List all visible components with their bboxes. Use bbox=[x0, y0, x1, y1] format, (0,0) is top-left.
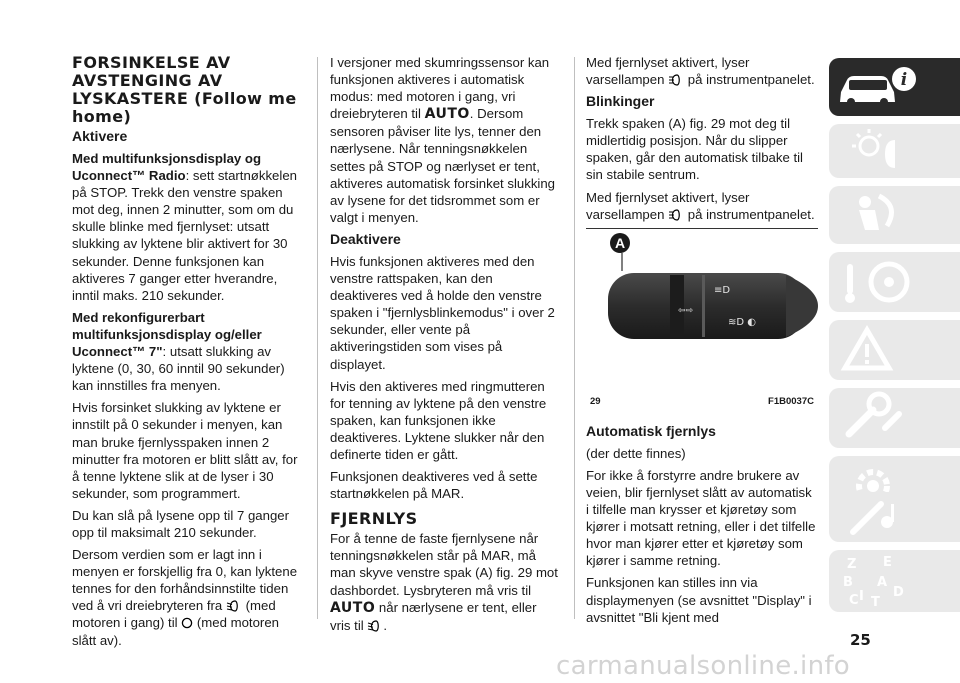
paragraph-blinkinger: Trekk spaken (A) fig. 29 mot deg til midlertidig posisjon. Når du slipper spaken, går den automatisk tilbake til sin stabile sentrum. bbox=[586, 116, 803, 183]
warning-lights-icon bbox=[829, 124, 960, 178]
maintenance-icon bbox=[829, 388, 960, 448]
index-letter: C bbox=[849, 593, 859, 608]
emergency-triangle-icon bbox=[829, 320, 960, 380]
column-3 bbox=[586, 54, 818, 631]
p1-text-b: . Dersom sensoren påviser lite lys, tenner den nærlysene. Når tenningsnøkkelen settes på STOP og nærlyset er tent, aktiveres automatisk forsinket slukking av lysene for det tidsrommet som er valgt i menyen. bbox=[330, 106, 556, 225]
column-1 bbox=[72, 54, 304, 654]
car-info-icon bbox=[829, 58, 960, 116]
paragraph-deactivate-2: Hvis den aktiveres med ringmutteren for tenning av lyktene på den venstre spaken, kan funksjonen ikke deaktiveres. Lyktene slukker når den definerte tiden er gått. bbox=[330, 378, 547, 462]
tab-safety[interactable] bbox=[829, 186, 960, 244]
p1-text-a: Med fjernlyset aktivert, lyser varsellampen bbox=[586, 55, 750, 88]
section-heading-follow-me-home: FORSINKELSE AV AVSTENGING AV LYSKASTERE (Follow me home) bbox=[72, 53, 297, 126]
index-letter: B bbox=[843, 575, 853, 590]
index-letter: D bbox=[893, 585, 904, 600]
column-divider-2 bbox=[574, 57, 575, 619]
off-position-icon bbox=[181, 617, 193, 629]
paragraph-fjernlys bbox=[330, 530, 560, 634]
subheading-note: (der dette finnes) bbox=[586, 445, 686, 461]
subheading-automatisk-fjernlys: Automatisk fjernlys bbox=[586, 422, 716, 439]
low-beam-icon bbox=[226, 600, 242, 612]
auto-label-2: AUTO bbox=[330, 599, 376, 616]
figure-code: F1B0037C bbox=[768, 395, 814, 407]
index-letter: A bbox=[877, 575, 888, 590]
low-beam-icon bbox=[367, 620, 383, 632]
p1-text-b: på instrumentpanelet. bbox=[687, 72, 815, 88]
tab-warning-lights[interactable] bbox=[829, 124, 960, 178]
paragraph-high-beam-indicator-2 bbox=[586, 189, 818, 223]
paragraph-1: Hvis forsinket slukking av lyktene er innstilt på 0 sekunder i menyen, kan man bruke fjernlysspaken innen 2 minutter fra motoren er blitt slått av, for å tenne lyktene slik at de lyser i 30 sekunder, som programmert. bbox=[72, 400, 298, 501]
subheading-blinkinger: Blinkinger bbox=[586, 93, 655, 110]
tab-maintenance[interactable] bbox=[829, 388, 960, 448]
steering-key-icon bbox=[829, 252, 960, 312]
svg-text:≡D: ≡D bbox=[714, 284, 731, 296]
svg-text:i: i bbox=[900, 70, 908, 90]
p5-text-c: . bbox=[383, 617, 388, 633]
multimedia-icon bbox=[829, 492, 960, 542]
high-beam-icon bbox=[668, 209, 684, 221]
tab-multimedia[interactable] bbox=[829, 492, 960, 542]
rekonf-title: Med rekonfigurerbart multifunksjonsdisplay og/eller Uconnect™ 7" bbox=[72, 309, 262, 360]
index-letter: T bbox=[871, 595, 880, 610]
column-divider-1 bbox=[317, 57, 318, 619]
p3-text-b: på instrumentpanelet. bbox=[687, 206, 815, 222]
uconnect-radio-title: Med multifunksjonsdisplay og Uconnect™ Radio bbox=[72, 151, 262, 184]
paragraph-2: Du kan slå på lysene opp til 7 ganger opp til maksimalt 210 sekunder. bbox=[72, 507, 290, 540]
paragraph-automatic-high-beam: For ikke å forstyrre andre brukere av veien, blir fjernlyset slått av automatisk i tilfelle man krysser et kjøretøy som kjører i motsatt retning, eller i det tilfelle hvor man kjører etter et kjøretøy som kjører i samme retning. bbox=[586, 467, 816, 569]
paragraph-deactivate-1: Hvis funksjonen aktiveres med den venstre rattspaken, kan den deaktiveres ved å holde den venstre spaken i "fjernlysblinkemodus" i over 2 sekunder, eller vente på aktiveringstiden som vises på displayet. bbox=[330, 253, 555, 372]
paragraph-3 bbox=[72, 546, 304, 649]
index-letter: Z bbox=[847, 557, 857, 572]
paragraph-uconnect-radio bbox=[72, 150, 304, 304]
airbag-safety-icon bbox=[829, 186, 960, 244]
stalk-illustration bbox=[586, 229, 818, 389]
tab-car-info[interactable] bbox=[829, 58, 960, 116]
paragraph-high-beam-indicator bbox=[586, 54, 818, 88]
subheading-aktivere: Aktivere bbox=[72, 128, 128, 144]
uconnect-radio-text: : sett startnøkkelen på STOP. Trekk den venstre spaken mot deg, innen 2 minutter, som om du skulle blinke med fjernlyset: utsatt slukking av lyktene blir aktivert for 30 sekunder. Denne funksjonen kan aktiveres 7 ganger etter hverandre, inntil maks. 210 sekunder. bbox=[72, 168, 297, 303]
p3-text-a: Med fjernlyset aktivert, lyser varsellampen bbox=[586, 189, 750, 222]
auto-label: AUTO bbox=[424, 106, 470, 123]
p1-text-a: I versjoner med skumringssensor kan funksjonen aktiveres i automatisk modus: med motoren i gang, vri dreiebryteren til bbox=[330, 55, 550, 122]
section-heading-fjernlys: FJERNLYS bbox=[330, 509, 418, 529]
p3-text-c: (med motoren slått av). bbox=[72, 615, 279, 648]
p3-text-a: Dersom verdien som er lagt inn i menyen er forskjellig fra 0, kan lyktene tennes for den forhåndsinnstilte tiden ved å vri dreiebryteren fra bbox=[72, 547, 298, 614]
column-2 bbox=[330, 54, 560, 639]
subheading-deaktivere: Deaktivere bbox=[330, 230, 401, 247]
paragraph-deactivate-3: Funksjonen deaktiveres ved å sette startnøkkelen på MAR. bbox=[330, 469, 538, 502]
tab-index[interactable] bbox=[829, 550, 960, 612]
index-letter: E bbox=[883, 555, 892, 570]
watermark: carmanualsonline.info bbox=[556, 651, 851, 681]
paragraph-auto-mode bbox=[330, 54, 560, 226]
svg-text:≋D ◐: ≋D ◐ bbox=[728, 316, 756, 328]
paragraph-rekonfigurerbart bbox=[72, 309, 304, 394]
figure-number: 29 bbox=[590, 395, 601, 407]
p3-text-b: (med motoren i gang) til bbox=[72, 598, 276, 631]
rekonf-text: : utsatt slukking av lyktene (0, 30, 60 inntil 90 sekunder) kan innstilles fra menyen. bbox=[72, 344, 285, 394]
index-icon bbox=[829, 550, 960, 612]
svg-text:⇦⇨: ⇦⇨ bbox=[678, 305, 694, 316]
index-letter: I bbox=[859, 589, 864, 604]
tab-emergency[interactable] bbox=[829, 320, 960, 380]
figure-29 bbox=[586, 228, 818, 411]
callout-label-a: A bbox=[614, 234, 626, 251]
p5-text-a: For å tenne de faste fjernlysene når tenningsnøkkelen står på MAR, må man skyve venstre spak (A) fig. 29 mot dashbordet. Lysbryteren må vris til bbox=[330, 531, 558, 598]
paragraph-settings: Funksjonen kan stilles inn via displaymenyen (se avsnittet "Display" i avsnittet "Bli kjent med bbox=[586, 575, 812, 625]
tab-starting-driving[interactable] bbox=[829, 252, 960, 312]
high-beam-icon bbox=[668, 74, 684, 86]
page-number: 25 bbox=[850, 631, 871, 649]
p5-text-b: når nærlysene er tent, eller vris til bbox=[330, 599, 537, 633]
